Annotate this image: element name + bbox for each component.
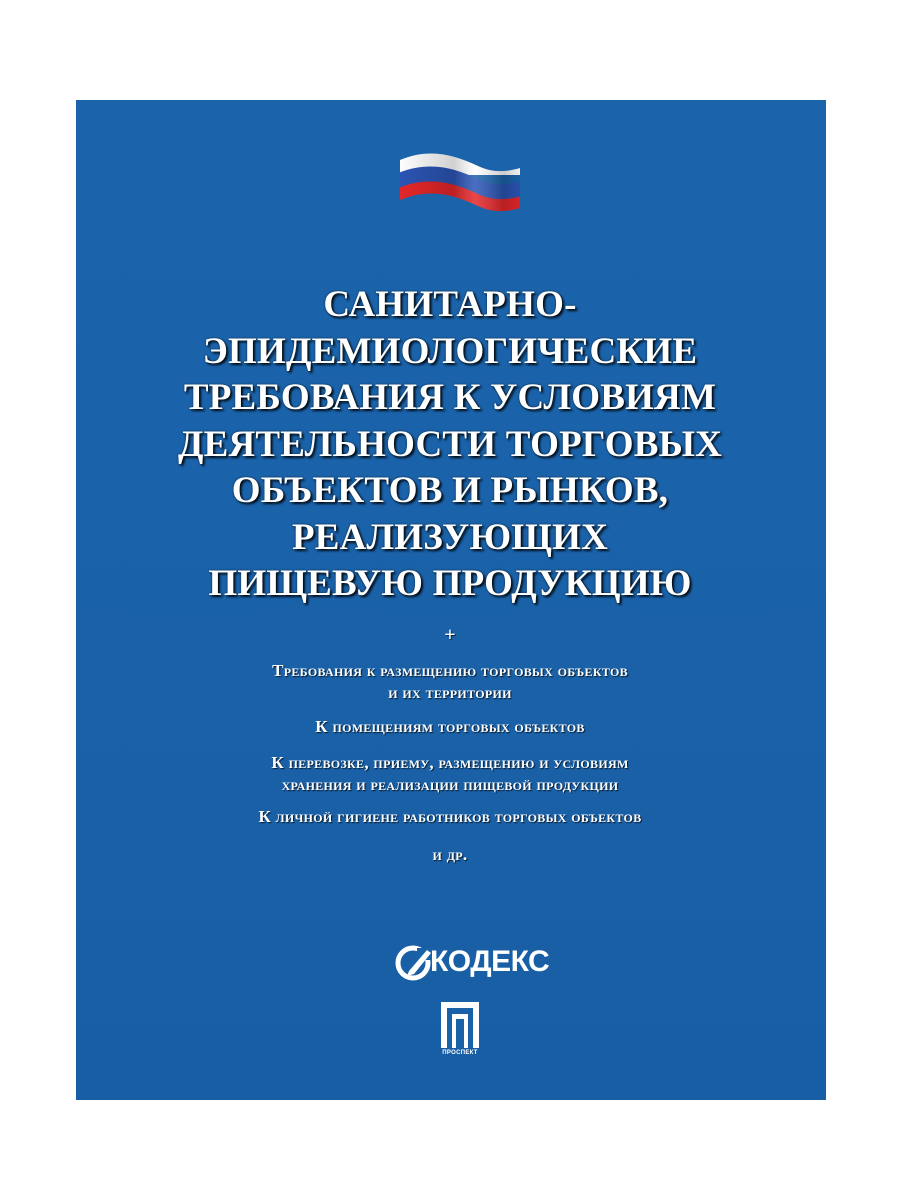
publisher-logo xyxy=(433,1000,487,1062)
title-line: САНИТАРНО- xyxy=(323,284,577,325)
title-line: ТРЕБОВАНИЯ К УСЛОВИЯМ xyxy=(183,377,717,418)
book-title xyxy=(100,282,800,608)
contents-item-line: хранения и реализации пищевой продукции xyxy=(281,775,619,794)
kodeks-logo-icon xyxy=(393,938,433,986)
contents-item xyxy=(120,660,780,704)
contents-item xyxy=(120,752,780,796)
kodeks-logo xyxy=(393,938,550,986)
title-line: ДЕЯТЕЛЬНОСТИ ТОРГОВЫХ xyxy=(177,423,723,465)
kodeks-logo-text: КОДЕКС xyxy=(430,945,550,978)
title-line: РЕАЛИЗУЮЩИХ xyxy=(291,516,609,558)
contents-item-line: К личной гигиене работников торговых объектов xyxy=(258,807,642,826)
contents-item xyxy=(120,844,780,866)
title-line: ПИЩЕВУЮ ПРОДУКЦИЮ xyxy=(208,563,692,604)
title-line: ЭПИДЕМИОЛОГИЧЕСКИЕ xyxy=(202,330,698,372)
contents-item xyxy=(120,716,780,738)
publisher-logo-text: ПРОСПЕКТ xyxy=(442,1050,478,1056)
contents-item-line: Требования к размещению торговых объектов xyxy=(272,661,628,680)
contents-item-line: и др. xyxy=(432,845,468,864)
contents-item-line: К перевозке, приему, размещению и условиям xyxy=(271,753,629,772)
title-line: ОБЪЕКТОВ И РЫНКОВ, xyxy=(231,470,669,511)
contents-item xyxy=(120,806,780,828)
russian-flag-icon xyxy=(398,150,522,220)
contents-item-line: К помещениям торговых объектов xyxy=(315,717,585,736)
plus-sign: + xyxy=(444,624,456,646)
prospekt-logo-icon xyxy=(433,1000,487,1050)
contents-item-line: и их территории xyxy=(388,683,512,702)
